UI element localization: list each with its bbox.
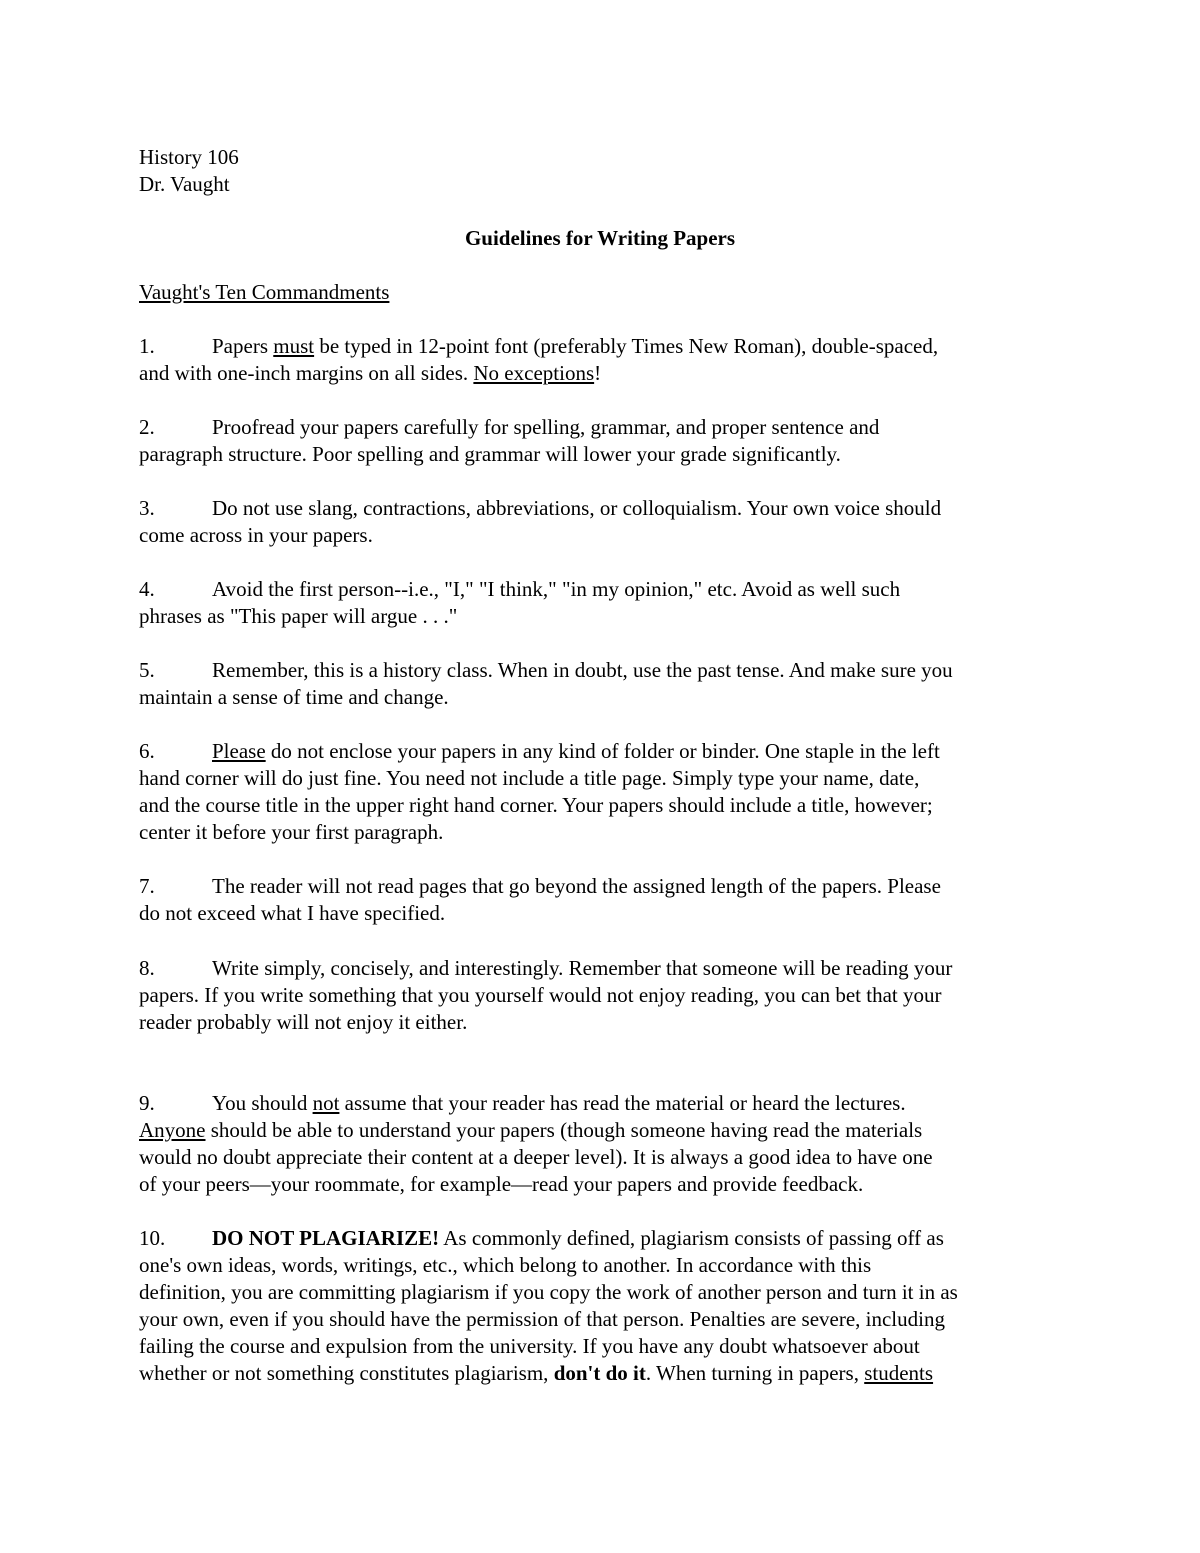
course-name: History 106: [139, 145, 239, 169]
item-number: 5.: [139, 658, 155, 682]
list-item: 1. Papers must be typed in 12-point font (preferably Times New Roman), double-spaced, and with one-inch margins on all sides. No exceptions!: [139, 334, 939, 385]
item-number: 1.: [139, 334, 155, 358]
list-item: 7. The reader will not read pages that go beyond the assigned length of the papers. Please do not exceed what I have specified.: [139, 874, 941, 925]
item-number: 9.: [139, 1091, 155, 1115]
item-number: 6.: [139, 739, 155, 763]
document-title: Guidelines for Writing Papers: [464, 226, 736, 250]
document-subtitle: Vaught's Ten Commandments: [139, 280, 390, 304]
list-item: 8. Write simply, concisely, and interestingly. Remember that someone will be reading your papers. If you write something that you yourself would not enjoy reading, you can bet that your reader probably will not enjoy it either.: [139, 956, 953, 1034]
instructor-name: Dr. Vaught: [139, 172, 230, 196]
item-number: 4.: [139, 577, 155, 601]
list-item: 10. DO NOT PLAGIARIZE! As commonly defined, plagiarism consists of passing off as one's own ideas, words, writings, etc., which belong to another. In accordance with this definition, you are committing plagiarism if you copy the work of another person and turn it in as your own, even if you should have the permission of that person. Penalties are severe, including failing the course and expulsion from the university. If you have any doubt whatsoever about whether or not something constitutes plagiarism, don't do it. When turning in papers, students: [139, 1226, 958, 1385]
list-item: 5. Remember, this is a history class. When in doubt, use the past tense. And make sure you maintain a sense of time and change.: [139, 658, 953, 709]
list-item: 6. Please do not enclose your papers in any kind of folder or binder. One staple in the left hand corner will do just fine. You need not include a title page. Simply type your name, date, and the course title in the upper right hand corner. Your papers should include a title, however; center it before your first paragraph.: [139, 739, 940, 844]
list-item: 4. Avoid the first person--i.e., "I," "I think," "in my opinion," etc. Avoid as well such phrases as "This paper will argue . . .": [139, 577, 901, 628]
list-item: 2. Proofread your papers carefully for spelling, grammar, and proper sentence and paragraph structure. Poor spelling and grammar will lower your grade significantly.: [139, 415, 880, 466]
item-number: 10.: [139, 1226, 166, 1250]
list-item: 9. You should not assume that your reader has read the material or heard the lectures. Anyone should be able to understand your papers (though someone having read the materials would no doubt appreciate their content at a deeper level). It is always a good idea to have one of your peers—your roommate, for example—read your papers and provide feedback.: [139, 1091, 933, 1196]
list-item: 3. Do not use slang, contractions, abbreviations, or colloquialism. Your own voice should come across in your papers.: [139, 496, 942, 547]
item-number: 2.: [139, 415, 155, 439]
item-number: 8.: [139, 956, 155, 980]
item-number: 7.: [139, 874, 155, 898]
item-number: 3.: [139, 496, 155, 520]
